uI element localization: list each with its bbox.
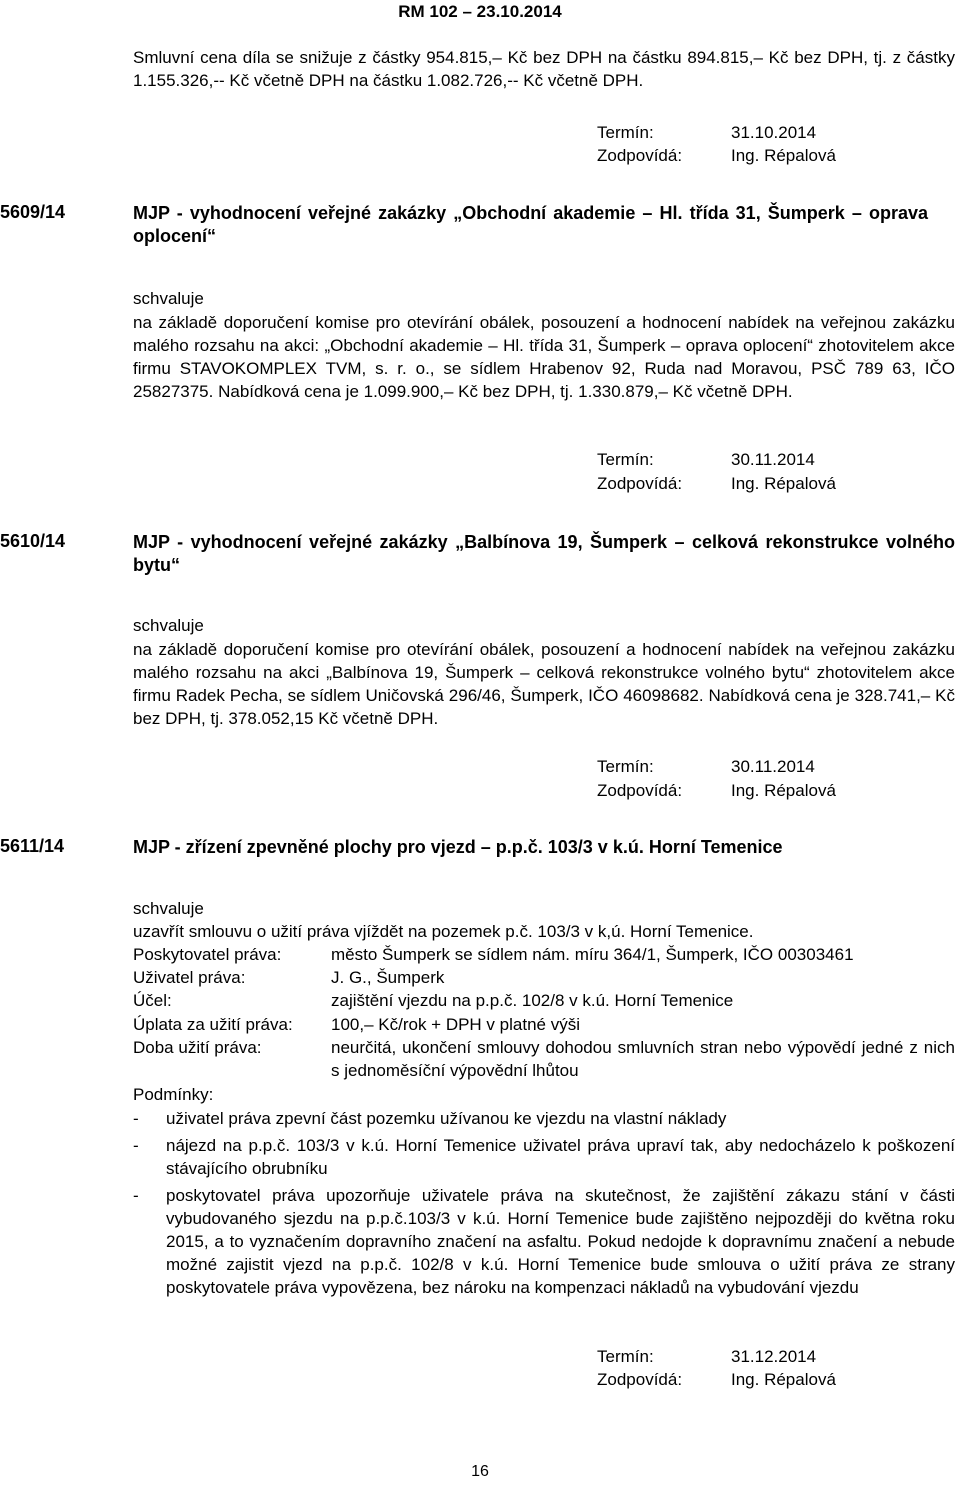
- termin-value: 31.12.2014: [731, 1347, 817, 1366]
- detail-value: neurčitá, ukončení smlouvy dohodou smluvních stran nebo výpovědí jedné z nich s jednoměsíční výpovědní lhůtou: [331, 1038, 955, 1080]
- termin-label: Termín:: [597, 123, 654, 142]
- termin-label: Termín:: [597, 757, 654, 776]
- resolution-verb: schvaluje: [133, 289, 204, 308]
- intro-text: Smluvní cena díla se snižuje z částky 954.815,– Kč bez DPH na částku 894.815,– Kč bez DPH, tj. z částky 1.155.326,-- Kč včetně DPH na částku 1.082.726,-- Kč včetně DPH.: [133, 48, 955, 90]
- detail-value: město Šumperk se sídlem nám. míru 364/1, Šumperk, IČO 00303461: [331, 945, 854, 964]
- zodpovida-value: Ing. Répalová: [731, 781, 836, 800]
- zodpovida-label: Zodpovídá:: [597, 1370, 683, 1389]
- resolution-title: MJP - vyhodnocení veřejné zakázky „Obchodní akademie – Hl. třída 31, Šumperk – oprava oplocení“: [133, 203, 928, 246]
- detail-label: Doba užití práva:: [133, 1038, 262, 1057]
- detail-label: Poskytovatel práva:: [133, 945, 282, 964]
- termin-value: 31.10.2014: [731, 123, 817, 142]
- condition-item: - nájezd na p.p.č. 103/3 v k.ú. Horní Temenice uživatel práva upraví tak, aby nedocházelo k poškození stávajícího obrubníku: [133, 1136, 955, 1178]
- termin-label: Termín:: [597, 450, 654, 469]
- resolution-body: na základě doporučení komise pro otevírání obálek, posouzení a hodnocení nabídek na veřejnou zakázku malého rozsahu na akci: „Obchodní akademie – Hl. třída 31, Šumperk – oprava oplocení“ zhotovitelem akce firmu STAVOKOMPLEX TVM, s. r. o., se sídlem Hrabenov 92, Ruda nad Moravou, PSČ 789 63, IČO 25827375. Nabídková cena je 1.099.900,– Kč bez DPH, tj. 1.330.879,– Kč včetně DPH.: [133, 313, 955, 401]
- zodpovida-label: Zodpovídá:: [597, 781, 683, 800]
- conditions-label: Podmínky:: [133, 1085, 214, 1104]
- resolution-number: 5609/14: [0, 202, 66, 222]
- termin-value: 30.11.2014: [731, 757, 815, 776]
- resolution-body: na základě doporučení komise pro otevírání obálek, posouzení a hodnocení nabídek na veřejnou zakázku malého rozsahu na akci „Balbínova 19, Šumperk – celková rekonstrukce volného bytu“ zhotovitelem akce firmu Radek Pecha, se sídlem Uničovská 296/46, Šumperk, IČO 46098682. Nabídková cena je 328.741,– Kč bez DPH, tj. 378.052,15 Kč včetně DPH.: [133, 640, 955, 728]
- resolution-number: 5611/14: [0, 836, 65, 856]
- termin-value: 30.11.2014: [731, 450, 815, 469]
- detail-value: 100,– Kč/rok + DPH v platné výši: [331, 1015, 580, 1034]
- resolution-body: uzavřít smlouvu o užití práva vjíždět na pozemek p.č. 103/3 v k,ú. Horní Temenice.: [133, 922, 754, 941]
- resolution-title: MJP - zřízení zpevněné plochy pro vjezd – p.p.č. 103/3 v k.ú. Horní Temenice: [133, 837, 783, 857]
- zodpovida-value: Ing. Répalová: [731, 146, 836, 165]
- resolution-number: 5610/14: [0, 531, 66, 551]
- detail-label: Uživatel práva:: [133, 968, 246, 987]
- termin-label: Termín:: [597, 1347, 654, 1366]
- zodpovida-label: Zodpovídá:: [597, 474, 683, 493]
- page-header: RM 102 – 23.10.2014: [398, 2, 562, 21]
- zodpovida-value: Ing. Répalová: [731, 1370, 836, 1389]
- detail-label: Úplata za užití práva:: [133, 1015, 293, 1034]
- page-number: 16: [471, 1463, 489, 1480]
- detail-value: J. G., Šumperk: [331, 968, 445, 987]
- detail-label: Účel:: [133, 991, 172, 1010]
- resolution-verb: schvaluje: [133, 616, 204, 635]
- detail-value: zajištění vjezdu na p.p.č. 102/8 v k.ú. Horní Temenice: [331, 991, 734, 1010]
- zodpovida-value: Ing. Répalová: [731, 474, 836, 493]
- condition-item: - uživatel práva zpevní část pozemku užívanou ke vjezdu na vlastní náklady: [133, 1109, 727, 1128]
- resolution-verb: schvaluje: [133, 899, 204, 918]
- zodpovida-label: Zodpovídá:: [597, 146, 683, 165]
- condition-item: - poskytovatel práva upozorňuje uživatele práva na skutečnost, že zajištění zákazu stání v části vybudovaného sjezdu na p.p.č.103/3 v k.ú. Horní Temenice bude zajištěno nejpozději do května roku 2015, a to vyznačením dopravního značení na asfaltu. Pokud nedojde k dopravnímu značení a nebude možné zajistit vjezd na p.p.č. 102/8 v k.ú. Horní Temenice bude smlouva o užití práva ze strany poskytovatele práva vypovězena, bez nároku na kompenzaci nákladů na vybudování vjezdu: [133, 1186, 955, 1297]
- resolution-title: MJP - vyhodnocení veřejné zakázky „Balbínova 19, Šumperk – celková rekonstrukce volného bytu“: [133, 532, 955, 575]
- conditions-list: [133, 1107, 955, 1299]
